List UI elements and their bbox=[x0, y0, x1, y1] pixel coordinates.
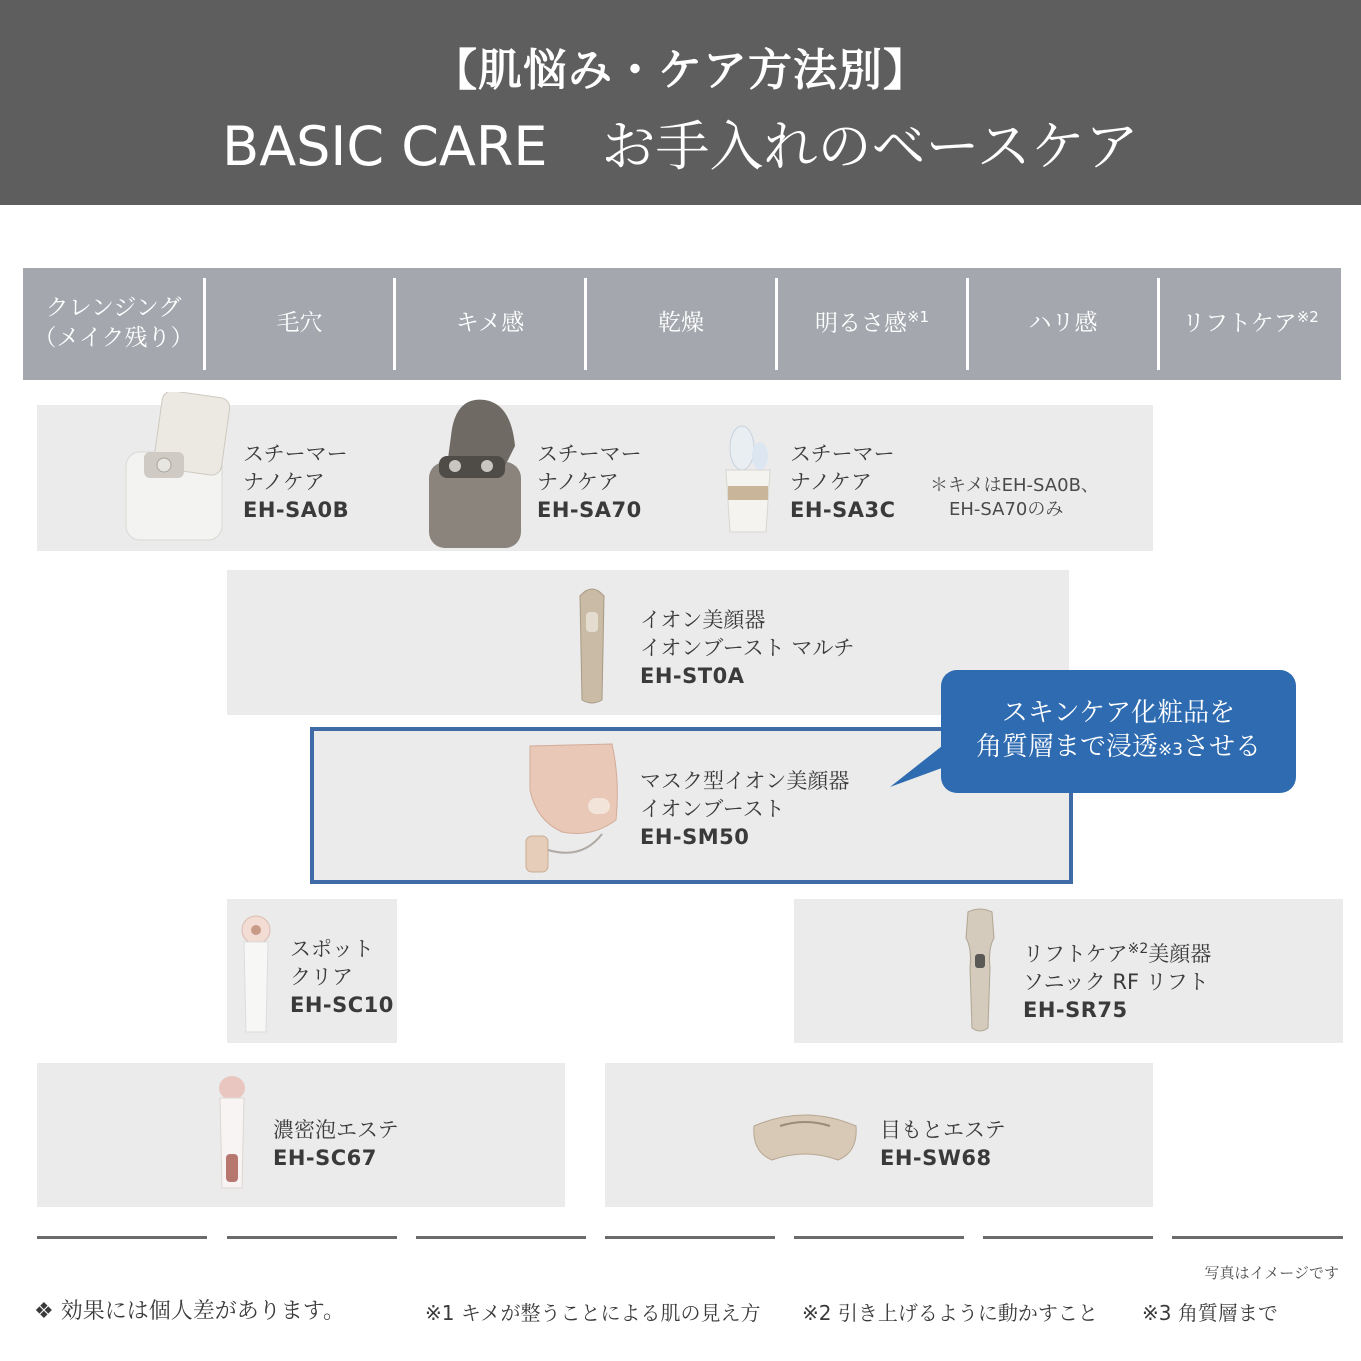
footnote-mark: ※2 bbox=[1127, 941, 1149, 957]
footnote-1: ※1 キメが整うことによる肌の見え方 bbox=[425, 1301, 761, 1325]
header-subtitle: 【肌悩み・ケア方法別】 bbox=[433, 45, 928, 96]
category-label: キメ感 bbox=[455, 310, 525, 337]
category-label: 毛穴 bbox=[276, 310, 323, 337]
footnote-mark: ※1 bbox=[906, 308, 930, 327]
column-underline bbox=[794, 1236, 964, 1239]
product-model: EH-ST0A bbox=[640, 664, 745, 688]
product-type: 目もとエステ bbox=[880, 1118, 1006, 1142]
product-st0a bbox=[640, 606, 854, 690]
category-label: 乾燥 bbox=[658, 310, 704, 337]
category-label: ハリ感 bbox=[1028, 310, 1098, 337]
column-underline bbox=[605, 1236, 775, 1239]
product-type: 美顔器 bbox=[1148, 942, 1212, 966]
footer-main-note: ❖ 効果には個人差があります。 bbox=[34, 1299, 345, 1324]
product-sc67 bbox=[273, 1116, 399, 1172]
category-bar bbox=[23, 268, 1341, 380]
category-cleansing bbox=[23, 268, 204, 380]
product-model: EH-SW68 bbox=[880, 1146, 992, 1170]
note-line: EH-SA70のみ bbox=[949, 499, 1064, 520]
product-model: EH-SA0B bbox=[243, 498, 350, 522]
product-type: 濃密泡エステ bbox=[273, 1118, 399, 1142]
product-name: ソニック RF リフト bbox=[1023, 970, 1209, 994]
ion-device-st0a-image bbox=[572, 582, 612, 706]
steamer-note bbox=[930, 474, 1099, 522]
category-dryness bbox=[587, 268, 775, 380]
product-sc10 bbox=[290, 935, 394, 1019]
callout-bubble bbox=[941, 670, 1296, 793]
product-model: EH-SA3C bbox=[790, 498, 896, 522]
eye-row bbox=[605, 1063, 1153, 1207]
note-line: ＊キメはEH-SA0B、 bbox=[930, 475, 1099, 496]
callout-line: させる bbox=[1183, 732, 1262, 762]
product-type: リフトケア bbox=[1023, 942, 1128, 966]
callout-line: スキンケア化粧品を bbox=[1001, 698, 1236, 728]
product-name: ナノケア bbox=[243, 470, 325, 494]
product-sw68 bbox=[880, 1116, 1006, 1172]
callout-line: 角質層まで浸透 bbox=[975, 732, 1158, 762]
column-underline bbox=[416, 1236, 586, 1239]
product-sa70 bbox=[537, 440, 642, 524]
category-label: リフトケア bbox=[1182, 310, 1297, 337]
product-model: EH-SC10 bbox=[290, 993, 394, 1017]
product-model: EH-SA70 bbox=[537, 498, 642, 522]
column-underline bbox=[983, 1236, 1153, 1239]
category-pores bbox=[206, 268, 393, 380]
category-brightness bbox=[778, 268, 966, 380]
steamer-sa3c-image bbox=[720, 420, 780, 534]
product-model: EH-SM50 bbox=[640, 825, 750, 849]
image-disclaimer: 写真はイメージです bbox=[1204, 1264, 1339, 1282]
footnote-2: ※2 引き上げるように動かすこと bbox=[802, 1301, 1098, 1325]
product-type: スポット bbox=[290, 937, 374, 961]
category-sublabel: （メイク残り） bbox=[33, 325, 194, 351]
footnote-mark: ※3 bbox=[1157, 740, 1184, 760]
product-type: イオン美顔器 bbox=[640, 608, 766, 632]
product-sa0b bbox=[243, 440, 349, 524]
foam-esthe-sc67-image bbox=[212, 1074, 252, 1192]
product-sa3c bbox=[790, 440, 896, 524]
category-texture bbox=[396, 268, 584, 380]
column-underline bbox=[37, 1236, 207, 1239]
footnote-3: ※3 角質層まで bbox=[1142, 1301, 1278, 1325]
product-type: スチーマー bbox=[243, 442, 348, 466]
eye-esthe-sw68-image bbox=[750, 1108, 860, 1166]
footnote-mark: ※2 bbox=[1296, 308, 1319, 327]
product-name: ナノケア bbox=[537, 470, 619, 494]
product-name: ナノケア bbox=[790, 470, 872, 494]
category-label: 明るさ感 bbox=[814, 310, 907, 337]
column-underline bbox=[227, 1236, 397, 1239]
category-liftcare bbox=[1160, 268, 1341, 380]
product-model: EH-SR75 bbox=[1023, 998, 1128, 1022]
product-type: スチーマー bbox=[537, 442, 642, 466]
steamer-sa0b-image bbox=[118, 392, 230, 547]
product-name: クリア bbox=[290, 965, 353, 989]
product-sr75 bbox=[1023, 935, 1211, 1024]
spot-clear-sc10-image bbox=[232, 912, 282, 1036]
category-label: クレンジング bbox=[45, 295, 182, 322]
header-title: BASIC CARE お手入れのベースケア bbox=[222, 115, 1139, 178]
product-name: イオンブースト bbox=[640, 797, 785, 821]
product-type: マスク型イオン美顔器 bbox=[640, 769, 850, 793]
lift-device-sr75-image bbox=[958, 908, 1002, 1034]
product-model: EH-SC67 bbox=[273, 1146, 377, 1170]
steamer-sa70-image bbox=[425, 396, 525, 554]
page-header bbox=[0, 0, 1361, 205]
product-sm50 bbox=[640, 767, 849, 851]
category-firmness bbox=[969, 268, 1157, 380]
mask-sm50-image bbox=[522, 740, 622, 878]
product-type: スチーマー bbox=[790, 442, 895, 466]
column-underline bbox=[1172, 1236, 1343, 1239]
product-name: イオンブースト マルチ bbox=[640, 636, 855, 660]
